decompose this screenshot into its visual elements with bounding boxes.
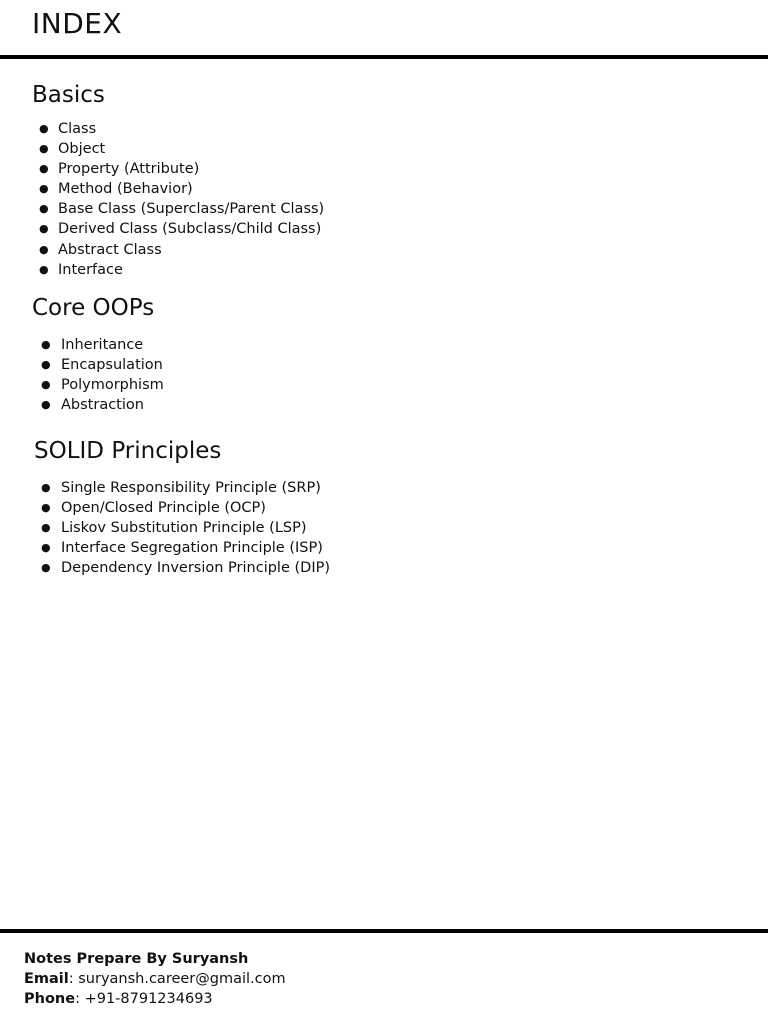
bullet-icon: ●	[39, 222, 49, 236]
list-item	[34, 498, 330, 518]
bullet-icon: ●	[39, 242, 49, 256]
list-item	[34, 478, 330, 498]
header-divider	[0, 55, 768, 59]
bullet-icon: ●	[41, 541, 51, 555]
bullet-icon: ●	[41, 398, 51, 412]
section-solid-principles	[34, 436, 330, 578]
list-item-label: Abstraction	[61, 397, 144, 414]
page-title: INDEX	[32, 7, 123, 40]
list-item	[32, 199, 324, 219]
list-item	[34, 538, 330, 558]
bullet-icon: ●	[41, 501, 51, 515]
list-item-label: Polymorphism	[61, 377, 164, 394]
solid-principles-list	[34, 478, 330, 578]
bullet-icon: ●	[39, 182, 49, 196]
basics-list	[32, 119, 324, 280]
list-item-label: Derived Class (Subclass/Child Class)	[58, 221, 322, 238]
list-item	[32, 119, 324, 139]
list-item-label: Open/Closed Principle (OCP)	[61, 500, 266, 517]
email-line	[24, 969, 286, 989]
section-heading-core-oops: Core OOPs	[32, 295, 155, 321]
list-item-label: Class	[58, 121, 97, 137]
list-item	[32, 395, 164, 415]
bullet-icon: ●	[39, 262, 49, 276]
footer	[24, 949, 286, 1009]
list-item	[32, 139, 324, 159]
list-item	[32, 375, 164, 395]
list-item-label: Dependency Inversion Principle (DIP)	[61, 560, 330, 577]
section-core-oops	[32, 293, 164, 415]
author-credit: Notes Prepare By Suryansh	[24, 951, 249, 967]
list-item-label: Method (Behavior)	[58, 181, 193, 198]
bullet-icon: ●	[41, 521, 51, 535]
section-basics	[32, 80, 324, 280]
bullet-icon: ●	[41, 338, 51, 351]
list-item-label: Liskov Substitution Principle (LSP)	[61, 520, 307, 537]
list-item-label: Abstract Class	[58, 241, 162, 258]
list-item-label: Base Class (Superclass/Parent Class)	[58, 201, 325, 218]
author-line	[24, 949, 286, 969]
bullet-icon: ●	[39, 122, 49, 135]
phone-line	[24, 989, 286, 1009]
bullet-icon: ●	[39, 202, 49, 216]
footer-divider	[0, 929, 768, 933]
section-heading-solid-principles: SOLID Principles	[34, 438, 222, 464]
bullet-icon: ●	[41, 378, 51, 392]
list-item-label: Inheritance	[61, 337, 144, 353]
bullet-icon: ●	[39, 162, 49, 176]
list-item	[32, 355, 164, 375]
bullet-icon: ●	[39, 142, 49, 156]
core-oops-list	[32, 335, 164, 415]
list-item-label: Single Responsibility Principle (SRP)	[61, 480, 321, 496]
list-item	[34, 518, 330, 538]
list-item	[32, 179, 324, 199]
list-item-label: Interface	[58, 261, 123, 278]
list-item-label: Property (Attribute)	[58, 161, 200, 178]
list-item	[32, 260, 324, 280]
email-label: Email	[24, 971, 69, 987]
bullet-icon: ●	[41, 481, 51, 494]
list-item	[32, 159, 324, 179]
email-value: : suryansh.career@gmail.com	[68, 971, 286, 987]
list-item-label: Encapsulation	[61, 357, 163, 374]
section-heading-basics: Basics	[32, 82, 105, 108]
phone-value: : +91-8791234693	[75, 991, 213, 1007]
list-item-label: Object	[58, 141, 106, 158]
phone-label: Phone	[24, 991, 76, 1007]
list-item	[32, 219, 324, 239]
bullet-icon: ●	[41, 561, 51, 575]
list-item-label: Interface Segregation Principle (ISP)	[61, 540, 323, 557]
list-item	[32, 240, 324, 260]
bullet-icon: ●	[41, 358, 51, 372]
list-item	[32, 335, 164, 355]
list-item	[34, 558, 330, 578]
